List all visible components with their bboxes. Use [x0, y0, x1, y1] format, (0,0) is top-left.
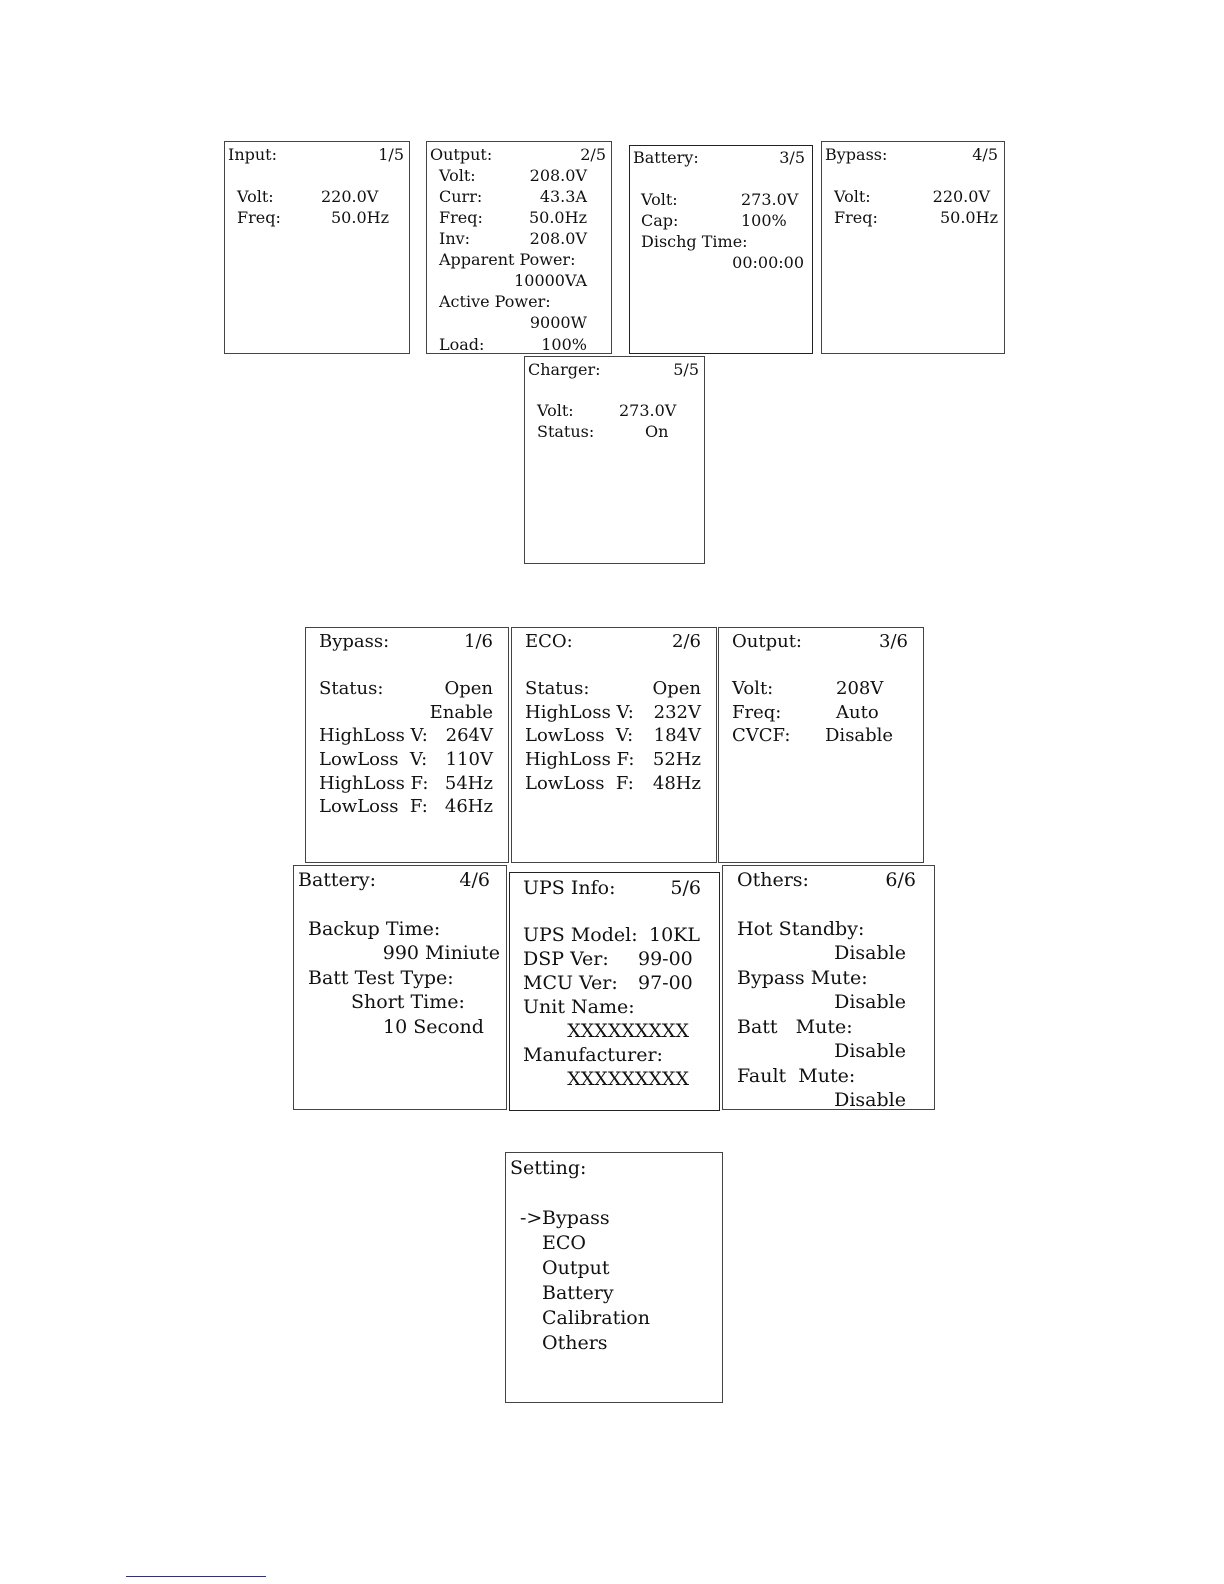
bypass-mute-value: Disable [834, 991, 906, 1013]
menu-item-output[interactable]: Output [542, 1257, 610, 1279]
volt-label: Volt: [439, 166, 476, 185]
highloss-f-label: HighLoss F: [525, 749, 635, 770]
manufacturer-value: XXXXXXXXX [567, 1068, 689, 1090]
output-setting-panel [718, 627, 924, 863]
menu-cursor-arrow: -> [520, 1207, 543, 1229]
status-value-enable: Enable [429, 702, 493, 723]
menu-item-eco[interactable]: ECO [542, 1232, 586, 1254]
menu-item-battery[interactable]: Battery [542, 1282, 614, 1304]
cvcf-label: CVCF: [732, 725, 791, 746]
setting-menu-panel [505, 1152, 723, 1403]
volt-value: 208.0V [529, 166, 587, 185]
manufacturer-label: Manufacturer: [523, 1044, 663, 1066]
curr-value: 43.3A [539, 187, 587, 206]
lowloss-v-label: LowLoss V: [525, 725, 634, 746]
panel-title: Bypass: [319, 631, 390, 652]
panel-title: Charger: [528, 360, 601, 379]
dsp-ver-value: 99-00 [638, 948, 693, 970]
freq-label: Freq: [439, 208, 483, 227]
footnote-divider [126, 1576, 266, 1577]
page-indicator: 2/6 [672, 631, 701, 652]
dischg-time-value: 00:00:00 [732, 253, 804, 272]
inv-label: Inv: [439, 229, 471, 248]
unit-name-value: XXXXXXXXX [567, 1020, 689, 1042]
bypass-status-panel [821, 141, 1005, 354]
batt-mute-label: Batt Mute: [737, 1016, 853, 1038]
cap-value: 100% [741, 211, 787, 230]
ups-model-value: 10KL [649, 924, 700, 946]
panel-title: Bypass: [825, 145, 888, 164]
panel-title: Setting: [510, 1157, 587, 1179]
fault-mute-value: Disable [834, 1089, 906, 1111]
hot-standby-value: Disable [834, 942, 906, 964]
lowloss-f-label: LowLoss F: [319, 796, 428, 817]
active-power-label: Active Power: [439, 292, 551, 311]
load-label: Load: [439, 335, 485, 354]
volt-label: Volt: [537, 401, 574, 420]
page-indicator: 1/6 [464, 631, 493, 652]
freq-value: 50.0Hz [331, 208, 390, 227]
dsp-ver-label: DSP Ver: [523, 948, 609, 970]
volt-value: 220.0V [321, 187, 379, 206]
output-status-panel [426, 141, 612, 354]
eco-setting-panel [511, 627, 717, 863]
mcu-ver-value: 97-00 [638, 972, 693, 994]
freq-label: Freq: [834, 208, 878, 227]
freq-value: 50.0Hz [939, 208, 998, 227]
short-time-label: Short Time: [351, 991, 465, 1013]
status-value: Open [444, 678, 493, 699]
apparent-power-label: Apparent Power: [439, 250, 576, 269]
freq-label: Freq: [237, 208, 281, 227]
inv-value: 208.0V [529, 229, 587, 248]
mcu-ver-label: MCU Ver: [523, 972, 618, 994]
page-indicator: 3/5 [779, 148, 805, 167]
status-label: Status: [319, 678, 384, 699]
batt-mute-value: Disable [834, 1040, 906, 1062]
bypass-mute-label: Bypass Mute: [737, 967, 868, 989]
lowloss-f-label: LowLoss F: [525, 773, 634, 794]
ups-info-panel [509, 872, 720, 1111]
unit-name-label: Unit Name: [523, 996, 635, 1018]
input-status-panel [224, 141, 410, 354]
cvcf-value: Disable [825, 725, 894, 746]
backup-time-label: Backup Time: [308, 918, 441, 940]
lowloss-f-value: 46Hz [444, 796, 493, 817]
batt-test-type-label: Batt Test Type: [308, 967, 454, 989]
battery-setting-panel [293, 865, 507, 1110]
freq-value: Auto [836, 702, 879, 723]
panel-title: Output: [732, 631, 802, 652]
status-label: Status: [537, 422, 595, 441]
apparent-power-value: 10000VA [514, 271, 587, 290]
panel-title: Output: [430, 145, 493, 164]
highloss-f-value: 52Hz [652, 749, 701, 770]
panel-title: UPS Info: [523, 877, 616, 899]
page-indicator: 4/6 [459, 869, 490, 891]
menu-item-bypass[interactable]: Bypass [542, 1207, 610, 1229]
volt-value: 220.0V [932, 187, 990, 206]
freq-label: Freq: [732, 702, 782, 723]
freq-value: 50.0Hz [528, 208, 587, 227]
highloss-v-label: HighLoss V: [319, 725, 428, 746]
short-time-value: 10 Second [383, 1016, 484, 1038]
page-indicator: 4/5 [972, 145, 998, 164]
highloss-f-label: HighLoss F: [319, 773, 429, 794]
page-indicator: 3/6 [879, 631, 908, 652]
status-label: Status: [525, 678, 590, 699]
active-power-value: 9000W [529, 313, 587, 332]
volt-label: Volt: [641, 190, 678, 209]
page-indicator: 1/5 [378, 145, 404, 164]
volt-value: 208V [836, 678, 884, 699]
cap-label: Cap: [641, 211, 679, 230]
highloss-v-label: HighLoss V: [525, 702, 634, 723]
status-value: On [645, 422, 669, 441]
volt-label: Volt: [732, 678, 774, 699]
others-setting-panel [722, 865, 935, 1110]
lowloss-f-value: 48Hz [652, 773, 701, 794]
panel-title: Battery: [298, 869, 377, 891]
lowloss-v-value: 110V [445, 749, 493, 770]
page-indicator: 5/5 [673, 360, 699, 379]
menu-item-calibration[interactable]: Calibration [542, 1307, 650, 1329]
volt-value: 273.0V [741, 190, 799, 209]
panel-title: ECO: [525, 631, 573, 652]
highloss-v-value: 264V [445, 725, 493, 746]
volt-value: 273.0V [619, 401, 677, 420]
menu-item-others[interactable]: Others [542, 1332, 608, 1354]
battery-status-panel [629, 145, 813, 354]
panel-title: Battery: [633, 148, 699, 167]
backup-time-value: 990 Miniute [382, 942, 500, 964]
load-value: 100% [541, 335, 587, 354]
page-indicator: 5/6 [670, 877, 701, 899]
hot-standby-label: Hot Standby: [737, 918, 865, 940]
ups-model-label: UPS Model: [523, 924, 638, 946]
volt-label: Volt: [237, 187, 274, 206]
dischg-time-label: Dischg Time: [641, 232, 748, 251]
lowloss-v-label: LowLoss V: [319, 749, 428, 770]
status-value: Open [652, 678, 701, 699]
page-indicator: 6/6 [885, 869, 916, 891]
lowloss-v-value: 184V [653, 725, 701, 746]
panel-title: Input: [228, 145, 277, 164]
fault-mute-label: Fault Mute: [737, 1065, 856, 1087]
highloss-v-value: 232V [653, 702, 701, 723]
curr-label: Curr: [439, 187, 483, 206]
charger-status-panel [524, 356, 705, 564]
highloss-f-value: 54Hz [444, 773, 493, 794]
volt-label: Volt: [834, 187, 871, 206]
bypass-setting-panel [305, 627, 509, 863]
panel-title: Others: [737, 869, 809, 891]
page-indicator: 2/5 [580, 145, 606, 164]
